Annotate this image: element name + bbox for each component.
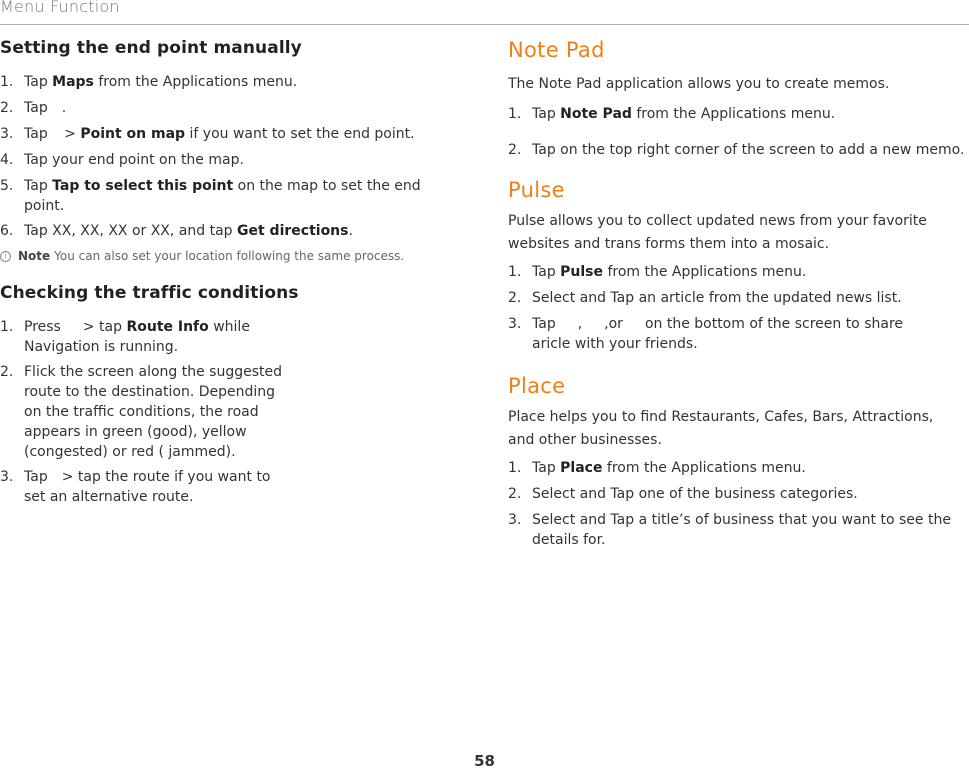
traffic-steps: [0, 317, 290, 507]
pulse-steps: [508, 262, 968, 354]
section-title-note-pad: Note Pad: [508, 38, 605, 62]
list-item: 1. Tap Maps from the Applications menu.: [0, 74, 298, 90]
list-item: 3. Select and Tap a title’s of business that you want to see the details for.: [508, 512, 951, 548]
list-item: 2. Tap .: [0, 100, 67, 116]
end-point-steps: [0, 72, 440, 241]
header-divider: [0, 24, 969, 25]
info-icon: i: [0, 251, 11, 262]
section-title-end-point: Setting the end point manually: [0, 38, 302, 58]
note-pad-intro: The Note Pad application allows you to create memos.: [508, 76, 890, 92]
place-intro: Place helps you to find Restaurants, Cafes, Bars, Attractions, and other businesses.: [508, 409, 934, 448]
list-item: 3. Tap > Point on map if you want to set the end point.: [0, 126, 415, 142]
pulse-intro: Pulse allows you to collect updated news from your favorite websites and trans forms them into a mosaic.: [508, 213, 927, 252]
list-item: 2. Tap on the top right corner of the screen to add a new memo.: [508, 142, 965, 158]
note-pad-steps: [508, 104, 968, 160]
note-label: Note: [18, 249, 51, 263]
list-item: 3. Tap > tap the route if you want to set an alternative route.: [0, 469, 271, 505]
list-item: 1. Tap Note Pad from the Applications menu.: [508, 106, 836, 122]
list-item: 2. Select and Tap one of the business categories.: [508, 486, 858, 502]
list-item: 1. Tap Place from the Applications menu.: [508, 460, 806, 476]
note-callout: [0, 249, 440, 263]
section-title-place: Place: [508, 374, 566, 398]
page-number: 58: [474, 752, 495, 770]
list-item: 6. Tap XX, XX, XX or XX, and tap Get directions.: [0, 223, 353, 239]
section-title-pulse: Pulse: [508, 178, 565, 202]
page-header-title: Menu Function: [0, 0, 120, 16]
list-item: 2. Select and Tap an article from the updated news list.: [508, 290, 902, 306]
list-item: 5. Tap Tap to select this point on the map to set the end point.: [0, 178, 421, 214]
list-item: 1. Press > tap Route Info while Navigation is running.: [0, 319, 250, 355]
note-text: You can also set your location following the same process.: [54, 249, 405, 263]
place-steps: [508, 458, 968, 550]
list-item: 2. Flick the screen along the suggested route to the destination. Depending on the traffic conditions, the road appears in green (good), yellow (congested) or red ( jammed).: [0, 364, 283, 460]
list-item: 3. Tap , ,or on the bottom of the screen to share aricle with your friends.: [508, 316, 904, 352]
left-column: [0, 38, 440, 507]
section-title-traffic: Checking the traffic conditions: [0, 283, 299, 303]
list-item: 1. Tap Pulse from the Applications menu.: [508, 264, 807, 280]
right-column: [508, 38, 968, 550]
list-item: 4. Tap your end point on the map.: [0, 152, 244, 168]
